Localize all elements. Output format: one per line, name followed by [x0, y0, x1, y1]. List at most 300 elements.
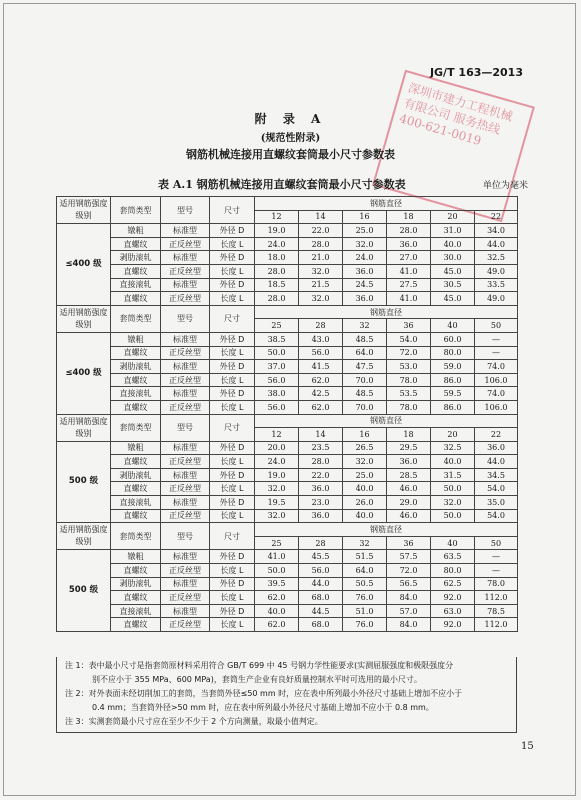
note-line: 注 1：表中最小尺寸是指套筒原材料采用符合 GB/T 699 中 45 号钢力学性能要求(实测屈服强度和极限强度分	[65, 661, 454, 670]
value-cell: 22.0	[299, 224, 343, 238]
table-row	[57, 332, 518, 346]
grade-header: 适用钢筋强度级别	[57, 414, 111, 441]
value-cell: 38.0	[255, 387, 299, 401]
table-row	[57, 591, 518, 605]
table-row	[57, 278, 518, 292]
table-row	[57, 482, 518, 496]
value-cell: 49.0	[475, 292, 518, 306]
diameter-header: 钢筋直径	[255, 197, 518, 211]
sleeve-type-cell: 直螺纹	[111, 618, 161, 632]
value-cell: 44.0	[299, 577, 343, 591]
value-cell: 76.0	[343, 618, 387, 632]
sleeve-type-cell: 直螺纹	[111, 264, 161, 278]
value-cell: 56.0	[255, 400, 299, 414]
size-cell: 长度 L	[210, 292, 255, 306]
appendix-name: 钢筋机械连接用直螺纹套筒最小尺寸参数表	[186, 148, 395, 161]
value-cell: 35.0	[475, 496, 518, 510]
size-cell: 外径 D	[210, 360, 255, 374]
size-cell: 长度 L	[210, 264, 255, 278]
sleeve-type-cell: 直螺纹	[111, 373, 161, 387]
value-cell: 36.0	[299, 509, 343, 523]
model-cell: 正反丝型	[161, 400, 210, 414]
model-cell: 正反丝型	[161, 237, 210, 251]
sleeve-type-cell: 直螺纹	[111, 564, 161, 578]
value-cell: 32.5	[475, 251, 518, 265]
value-cell: 51.0	[343, 604, 387, 618]
grade-header: 适用钢筋强度级别	[57, 305, 111, 332]
value-cell: 56.0	[255, 373, 299, 387]
value-cell: 64.0	[343, 564, 387, 578]
value-cell: 43.0	[299, 332, 343, 346]
grade-header: 适用钢筋强度级别	[57, 197, 111, 224]
value-cell: 74.0	[475, 387, 518, 401]
value-cell: 64.0	[343, 346, 387, 360]
value-cell: 28.0	[387, 224, 431, 238]
value-cell: —	[475, 332, 518, 346]
value-cell: 24.0	[255, 237, 299, 251]
value-cell: 40.0	[343, 482, 387, 496]
model-cell: 正反丝型	[161, 373, 210, 387]
value-cell: 46.0	[387, 509, 431, 523]
value-cell: 36.0	[387, 455, 431, 469]
diameter-cell: 18	[387, 210, 431, 224]
diameter-cell: 32	[343, 319, 387, 333]
value-cell: 72.0	[387, 564, 431, 578]
value-cell: 36.0	[343, 264, 387, 278]
value-cell: 29.5	[387, 441, 431, 455]
value-cell: 84.0	[387, 591, 431, 605]
size-cell: 长度 L	[210, 591, 255, 605]
page-number: 15	[521, 741, 534, 752]
value-cell: 78.0	[387, 400, 431, 414]
value-cell: 54.0	[475, 482, 518, 496]
type-header: 套筒类型	[111, 197, 161, 224]
model-header: 型号	[161, 414, 210, 441]
value-cell: 44.5	[299, 604, 343, 618]
sleeve-type-cell: 直螺纹	[111, 455, 161, 469]
value-cell: 40.0	[343, 509, 387, 523]
size-cell: 长度 L	[210, 564, 255, 578]
section-header-row	[57, 414, 518, 428]
type-header: 套筒类型	[111, 305, 161, 332]
value-cell: 60.0	[431, 332, 475, 346]
size-cell: 长度 L	[210, 346, 255, 360]
sleeve-type-cell: 直螺纹	[111, 591, 161, 605]
value-cell: 45.0	[431, 292, 475, 306]
sleeve-type-cell: 剥肋滚轧	[111, 360, 161, 374]
value-cell: 41.0	[255, 550, 299, 564]
sleeve-type-cell: 直螺纹	[111, 237, 161, 251]
diameter-cell: 40	[431, 536, 475, 550]
sleeve-type-cell: 剥肋滚轧	[111, 251, 161, 265]
sleeve-type-cell: 镦粗	[111, 441, 161, 455]
value-cell: 18.0	[255, 251, 299, 265]
model-cell: 标准型	[161, 224, 210, 238]
value-cell: 62.0	[299, 373, 343, 387]
sleeve-type-cell: 直接滚轧	[111, 278, 161, 292]
value-cell: 19.0	[255, 224, 299, 238]
size-cell: 外径 D	[210, 496, 255, 510]
size-cell: 外径 D	[210, 332, 255, 346]
model-cell: 正反丝型	[161, 346, 210, 360]
value-cell: 30.0	[431, 251, 475, 265]
value-cell: 54.0	[475, 509, 518, 523]
diameter-cell: 12	[255, 428, 299, 442]
model-cell: 正反丝型	[161, 482, 210, 496]
diameter-cell: 36	[387, 536, 431, 550]
table-unit: 单位为毫米	[483, 181, 529, 191]
model-cell: 标准型	[161, 550, 210, 564]
section-header-row	[57, 523, 518, 537]
model-cell: 正反丝型	[161, 292, 210, 306]
diameter-cell: 12	[255, 210, 299, 224]
table-row	[57, 564, 518, 578]
table-row	[57, 224, 518, 238]
value-cell: 36.0	[387, 237, 431, 251]
diameter-cell: 14	[299, 210, 343, 224]
value-cell: 63.0	[431, 604, 475, 618]
model-cell: 标准型	[161, 496, 210, 510]
value-cell: 40.0	[431, 455, 475, 469]
diameter-cell: 16	[343, 428, 387, 442]
value-cell: 31.0	[431, 224, 475, 238]
diameter-cell: 14	[299, 428, 343, 442]
model-cell: 标准型	[161, 441, 210, 455]
model-header: 型号	[161, 523, 210, 550]
size-cell: 外径 D	[210, 251, 255, 265]
value-cell: 50.0	[431, 482, 475, 496]
grade-cell: ≤400 级	[57, 224, 111, 306]
value-cell: 92.0	[431, 591, 475, 605]
value-cell: 44.0	[475, 237, 518, 251]
value-cell: 28.5	[387, 468, 431, 482]
value-cell: 72.0	[387, 346, 431, 360]
value-cell: 26.5	[343, 441, 387, 455]
value-cell: 62.0	[299, 400, 343, 414]
section-header-row	[57, 197, 518, 211]
diameter-cell: 28	[299, 536, 343, 550]
value-cell: 74.0	[475, 360, 518, 374]
diameter-cell: 50	[475, 319, 518, 333]
value-cell: 27.5	[387, 278, 431, 292]
size-cell: 长度 L	[210, 400, 255, 414]
table-row	[57, 264, 518, 278]
value-cell: 70.0	[343, 400, 387, 414]
value-cell: 48.5	[343, 332, 387, 346]
value-cell: 24.5	[343, 278, 387, 292]
value-cell: 18.5	[255, 278, 299, 292]
size-cell: 外径 D	[210, 278, 255, 292]
value-cell: 39.5	[255, 577, 299, 591]
diameter-cell: 28	[299, 319, 343, 333]
value-cell: 112.0	[475, 618, 518, 632]
value-cell: 70.0	[343, 373, 387, 387]
value-cell: 86.0	[431, 373, 475, 387]
value-cell: 47.5	[343, 360, 387, 374]
sleeve-type-cell: 直接滚轧	[111, 496, 161, 510]
sleeve-type-cell: 直螺纹	[111, 482, 161, 496]
value-cell: 36.0	[475, 441, 518, 455]
diameter-header: 钢筋直径	[255, 523, 518, 537]
value-cell: 34.5	[475, 468, 518, 482]
sleeve-type-cell: 镦粗	[111, 332, 161, 346]
model-cell: 正反丝型	[161, 564, 210, 578]
model-cell: 标准型	[161, 360, 210, 374]
value-cell: 62.0	[255, 591, 299, 605]
value-cell: 25.0	[343, 224, 387, 238]
value-cell: 32.0	[255, 509, 299, 523]
value-cell: 41.5	[299, 360, 343, 374]
value-cell: 78.5	[475, 604, 518, 618]
note-line: 注 3：实测套筒最小尺寸应在至少不少于 2 个方向测量，取最小值判定。	[65, 717, 323, 726]
size-cell: 外径 D	[210, 577, 255, 591]
size-cell: 长度 L	[210, 237, 255, 251]
sleeve-type-cell: 直接滚轧	[111, 604, 161, 618]
value-cell: 24.0	[255, 455, 299, 469]
value-cell: 56.5	[387, 577, 431, 591]
type-header: 套筒类型	[111, 414, 161, 441]
value-cell: 50.0	[255, 564, 299, 578]
sleeve-type-cell: 镦粗	[111, 550, 161, 564]
table-row	[57, 604, 518, 618]
appendix-subtitle: (规范性附录)	[260, 133, 321, 144]
model-cell: 标准型	[161, 577, 210, 591]
value-cell: 41.0	[387, 292, 431, 306]
model-cell: 标准型	[161, 468, 210, 482]
note-line: 别不应小于 355 MPa、600 MPa)，套筒生产企业有良好质量控制水平时可选用的最小尺寸。	[92, 675, 422, 684]
value-cell: 25.0	[343, 468, 387, 482]
value-cell: 51.5	[343, 550, 387, 564]
value-cell: 28.0	[299, 237, 343, 251]
value-cell: 24.0	[343, 251, 387, 265]
value-cell: 54.0	[387, 332, 431, 346]
value-cell: 50.5	[343, 577, 387, 591]
value-cell: —	[475, 550, 518, 564]
table-row	[57, 237, 518, 251]
diameter-cell: 20	[431, 428, 475, 442]
value-cell: 41.0	[387, 264, 431, 278]
value-cell: 48.5	[343, 387, 387, 401]
value-cell: 34.0	[475, 224, 518, 238]
value-cell: 57.0	[387, 604, 431, 618]
value-cell: 42.5	[299, 387, 343, 401]
value-cell: 63.5	[431, 550, 475, 564]
table-row	[57, 360, 518, 374]
model-cell: 正反丝型	[161, 455, 210, 469]
value-cell: 62.0	[255, 618, 299, 632]
value-cell: 53.5	[387, 387, 431, 401]
size-cell: 外径 D	[210, 224, 255, 238]
table-row	[57, 468, 518, 482]
value-cell: 23.0	[299, 496, 343, 510]
value-cell: 68.0	[299, 618, 343, 632]
value-cell: 32.0	[343, 455, 387, 469]
value-cell: 40.0	[431, 237, 475, 251]
value-cell: 32.5	[431, 441, 475, 455]
table-row	[57, 373, 518, 387]
table-row	[57, 455, 518, 469]
value-cell: 32.0	[299, 292, 343, 306]
diameter-cell: 22	[475, 210, 518, 224]
value-cell: 106.0	[475, 400, 518, 414]
sleeve-type-cell: 剥肋滚轧	[111, 468, 161, 482]
value-cell: —	[475, 564, 518, 578]
grade-cell: ≤400 级	[57, 332, 111, 414]
table-row	[57, 550, 518, 564]
value-cell: 33.5	[475, 278, 518, 292]
value-cell: 49.0	[475, 264, 518, 278]
size-cell: 外径 D	[210, 468, 255, 482]
value-cell: 31.5	[431, 468, 475, 482]
value-cell: 28.0	[299, 455, 343, 469]
value-cell: 84.0	[387, 618, 431, 632]
value-cell: 78.0	[475, 577, 518, 591]
value-cell: 26.0	[343, 496, 387, 510]
table-row	[57, 577, 518, 591]
model-cell: 标准型	[161, 251, 210, 265]
size-cell: 长度 L	[210, 373, 255, 387]
size-cell: 外径 D	[210, 604, 255, 618]
table-row	[57, 346, 518, 360]
value-cell: 53.0	[387, 360, 431, 374]
value-cell: 56.0	[299, 346, 343, 360]
diameter-cell: 50	[475, 536, 518, 550]
table-row	[57, 618, 518, 632]
value-cell: 57.5	[387, 550, 431, 564]
grade-cell: 500 级	[57, 550, 111, 632]
appendix-title: 附 录 A	[254, 112, 327, 126]
value-cell: 56.0	[299, 564, 343, 578]
sleeve-type-cell: 直螺纹	[111, 346, 161, 360]
value-cell: 28.0	[255, 292, 299, 306]
value-cell: 59.0	[431, 360, 475, 374]
value-cell: 22.0	[299, 468, 343, 482]
value-cell: 46.0	[387, 482, 431, 496]
value-cell: 59.5	[431, 387, 475, 401]
grade-header: 适用钢筋强度级别	[57, 523, 111, 550]
size-header: 尺寸	[210, 414, 255, 441]
size-cell: 长度 L	[210, 455, 255, 469]
table-title: 表 A.1 钢筋机械连接用直螺纹套筒最小尺寸参数表	[158, 178, 406, 191]
value-cell: 28.0	[255, 264, 299, 278]
table-row	[57, 509, 518, 523]
grade-cell: 500 级	[57, 441, 111, 523]
section-header-row	[57, 305, 518, 319]
model-cell: 正反丝型	[161, 591, 210, 605]
company-stamp: 深圳市建力工程机械有限公司 服务热线 400-621-0019	[372, 70, 535, 223]
value-cell: 112.0	[475, 591, 518, 605]
diameter-cell: 20	[431, 210, 475, 224]
diameter-cell: 25	[255, 319, 299, 333]
size-cell: 长度 L	[210, 618, 255, 632]
table-row	[57, 441, 518, 455]
diameter-cell: 16	[343, 210, 387, 224]
diameter-cell: 22	[475, 428, 518, 442]
value-cell: —	[475, 346, 518, 360]
table-row	[57, 292, 518, 306]
value-cell: 36.0	[343, 292, 387, 306]
size-cell: 外径 D	[210, 550, 255, 564]
value-cell: 19.5	[255, 496, 299, 510]
value-cell: 32.0	[431, 496, 475, 510]
diameter-cell: 36	[387, 319, 431, 333]
size-cell: 外径 D	[210, 441, 255, 455]
sleeve-dimension-table	[56, 196, 518, 632]
value-cell: 80.0	[431, 564, 475, 578]
table-row	[57, 251, 518, 265]
value-cell: 36.0	[299, 482, 343, 496]
value-cell: 62.5	[431, 577, 475, 591]
value-cell: 86.0	[431, 400, 475, 414]
diameter-header: 钢筋直径	[255, 414, 518, 428]
value-cell: 92.0	[431, 618, 475, 632]
value-cell: 20.0	[255, 441, 299, 455]
value-cell: 50.0	[255, 346, 299, 360]
value-cell: 45.0	[431, 264, 475, 278]
value-cell: 50.0	[431, 509, 475, 523]
value-cell: 78.0	[387, 373, 431, 387]
model-cell: 标准型	[161, 332, 210, 346]
value-cell: 76.0	[343, 591, 387, 605]
value-cell: 29.0	[387, 496, 431, 510]
value-cell: 80.0	[431, 346, 475, 360]
note-line: 0.4 mm；当套筒外径>50 mm 时，应在表中所列最小外径尺寸基础上增加不应小于 0.8 mm。	[92, 703, 434, 712]
sleeve-type-cell: 直螺纹	[111, 400, 161, 414]
value-cell: 32.0	[255, 482, 299, 496]
model-header: 型号	[161, 197, 210, 224]
table-row	[57, 400, 518, 414]
sleeve-type-cell: 直螺纹	[111, 292, 161, 306]
value-cell: 30.5	[431, 278, 475, 292]
diameter-cell: 32	[343, 536, 387, 550]
sleeve-type-cell: 镦粗	[111, 224, 161, 238]
value-cell: 44.0	[475, 455, 518, 469]
size-cell: 外径 D	[210, 387, 255, 401]
sleeve-type-cell: 直接滚轧	[111, 387, 161, 401]
value-cell: 38.5	[255, 332, 299, 346]
table-notes	[56, 657, 517, 733]
sleeve-type-cell: 剥肋滚轧	[111, 577, 161, 591]
model-cell: 标准型	[161, 604, 210, 618]
value-cell: 37.0	[255, 360, 299, 374]
value-cell: 21.5	[299, 278, 343, 292]
value-cell: 45.5	[299, 550, 343, 564]
value-cell: 23.5	[299, 441, 343, 455]
table-row	[57, 496, 518, 510]
size-cell: 长度 L	[210, 482, 255, 496]
value-cell: 106.0	[475, 373, 518, 387]
type-header: 套筒类型	[111, 523, 161, 550]
size-header: 尺寸	[210, 523, 255, 550]
diameter-header: 钢筋直径	[255, 305, 518, 319]
note-line: 注 2：对外表面未经切削加工的套筒，当套筒外径≤50 mm 时，应在表中所列最小外径尺寸基础上增加不应小于	[65, 689, 463, 698]
standard-number: JG/T 163—2013	[429, 66, 523, 79]
value-cell: 21.0	[299, 251, 343, 265]
model-cell: 标准型	[161, 387, 210, 401]
value-cell: 40.0	[255, 604, 299, 618]
model-cell: 正反丝型	[161, 509, 210, 523]
value-cell: 68.0	[299, 591, 343, 605]
size-cell: 长度 L	[210, 509, 255, 523]
value-cell: 27.0	[387, 251, 431, 265]
value-cell: 32.0	[343, 237, 387, 251]
sleeve-type-cell: 直螺纹	[111, 509, 161, 523]
diameter-cell: 25	[255, 536, 299, 550]
value-cell: 19.0	[255, 468, 299, 482]
model-cell: 标准型	[161, 278, 210, 292]
diameter-cell: 40	[431, 319, 475, 333]
value-cell: 32.0	[299, 264, 343, 278]
